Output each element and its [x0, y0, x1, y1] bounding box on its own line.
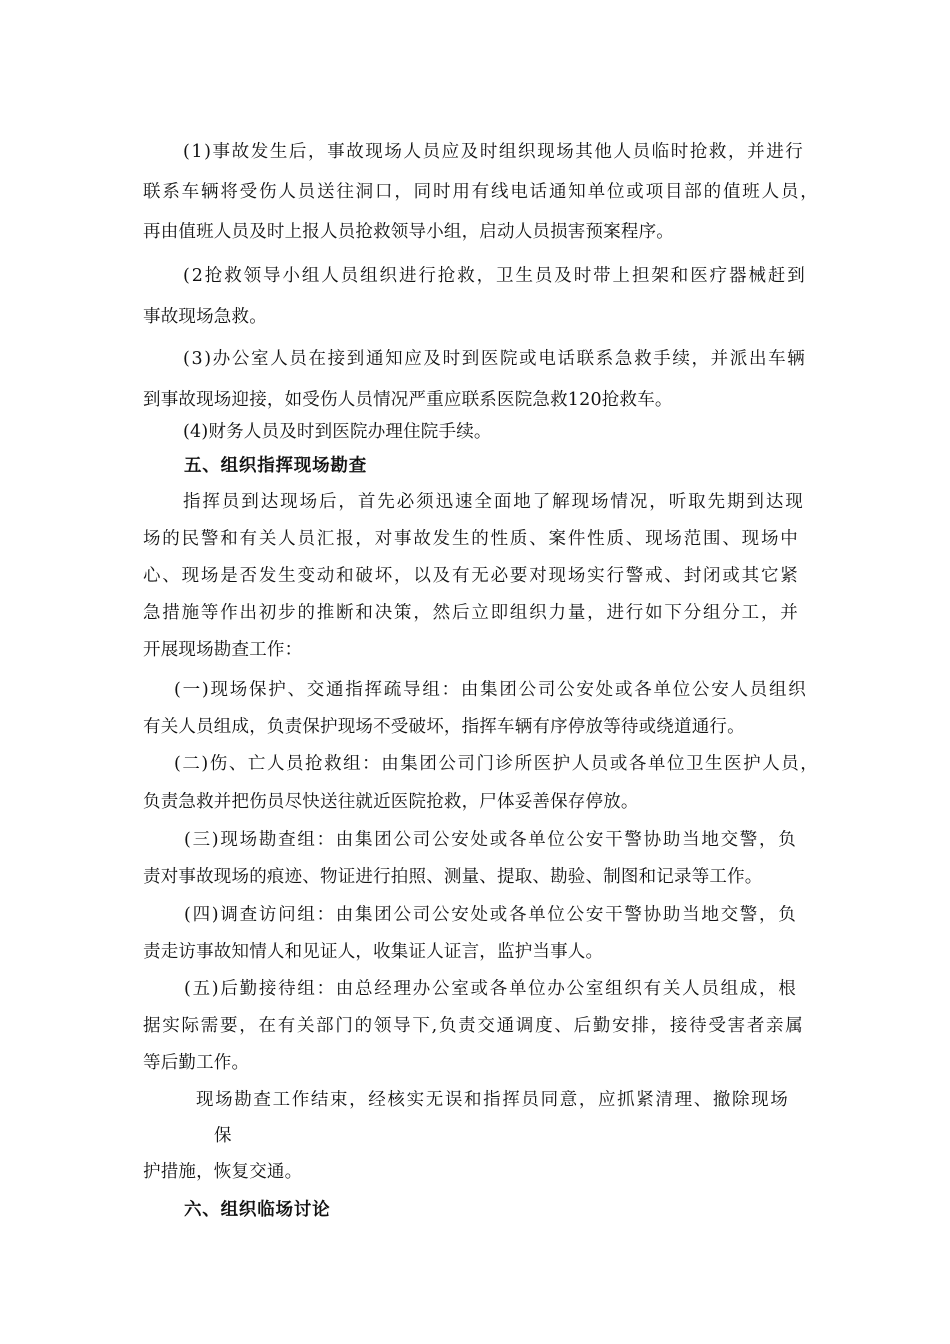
closing-paragraph-line-1: 现场勘查工作结束，经核实无误和指挥员同意，应抓紧清理、撤除现场 — [196, 1090, 790, 1110]
paragraph-1-line-3: 再由值班人员及时上报人员抢救领导小组，启动人员损害预案程序。 — [143, 222, 674, 242]
group-5-line-2: 据实际需要，在有关部门的领导下,负责交通调度、后勤安排，接待受害者亲属 — [143, 1016, 805, 1036]
group-1-line-1: (一)现场保护、交通指挥疏导组：由集团公司公安处或各单位公安人员组织 — [174, 680, 808, 700]
group-5-line-3: 等后勤工作。 — [143, 1053, 250, 1073]
paragraph-3-line-1: (3)办公室人员在接到通知应及时到医院或电话联系急救手续，并派出车辆 — [183, 349, 807, 369]
paragraph-2-line-2: 事故现场急救。 — [143, 307, 267, 327]
group-3-line-1: (三)现场勘查组：由集团公司公安处或各单位公安干警协助当地交警，负 — [184, 830, 798, 850]
closing-paragraph-line-3: 护措施，恢复交通。 — [143, 1162, 303, 1182]
paragraph-1-line-1: (1)事故发生后，事故现场人员应及时组织现场其他人员临时抢救，并进行 — [183, 142, 805, 162]
group-5-line-1: (五)后勤接待组：由总经理办公室或各单位办公室组织有关人员组成，根 — [184, 979, 798, 999]
section-heading-6: 六、组织临场讨论 — [184, 1200, 331, 1220]
paragraph-2-line-1: (2抢救领导小组人员组织进行抢救，卫生员及时带上担架和医疗器械赶到 — [183, 266, 807, 286]
paragraph-1-line-2: 联系车辆将受伤人员送往洞口，同时用有线电话通知单位或项目部的值班人员， — [143, 182, 820, 202]
group-2-line-1: (二)伤、亡人员抢救组：由集团公司门诊所医护人员或各单位卫生医护人员， — [174, 754, 820, 774]
paragraph-5-line-1: 指挥员到达现场后，首先必须迅速全面地了解现场情况，听取先期到达现 — [183, 492, 805, 512]
section-heading-5: 五、组织指挥现场勘查 — [184, 456, 367, 476]
paragraph-5-line-4: 急措施等作出初步的推断和决策，然后立即组织力量，进行如下分组分工，并 — [143, 603, 800, 623]
group-4-line-2: 责走访事故知情人和见证人，收集证人证言，监护当事人。 — [143, 942, 604, 962]
group-1-line-2: 有关人员组成，负责保护现场不受破坏，指挥车辆有序停放等待或绕道通行。 — [143, 717, 745, 737]
paragraph-5-line-3: 心、现场是否发生变动和破坏，以及有无必要对现场实行警戒、封闭或其它紧 — [143, 566, 800, 586]
paragraph-5-line-5: 开展现场勘查工作： — [143, 640, 303, 660]
closing-paragraph-line-2: 保 — [214, 1126, 232, 1146]
group-3-line-2: 责对事故现场的痕迹、物证进行拍照、测量、提取、勘验、制图和记录等工作。 — [143, 867, 763, 887]
group-4-line-1: (四)调查访问组：由集团公司公安处或各单位公安干警协助当地交警，负 — [184, 905, 798, 925]
paragraph-3-line-2: 到事故现场迎接，如受伤人员情况严重应联系医院急救120抢救车。 — [143, 390, 673, 410]
paragraph-4-line-1: (4)财务人员及时到医院办理住院手续。 — [183, 422, 492, 442]
paragraph-5-line-2: 场的民警和有关人员汇报，对事故发生的性质、案件性质、现场范围、现场中 — [143, 529, 800, 549]
group-2-line-2: 负责急救并把伤员尽快送往就近医院抢救，尸体妥善保存停放。 — [143, 792, 639, 812]
